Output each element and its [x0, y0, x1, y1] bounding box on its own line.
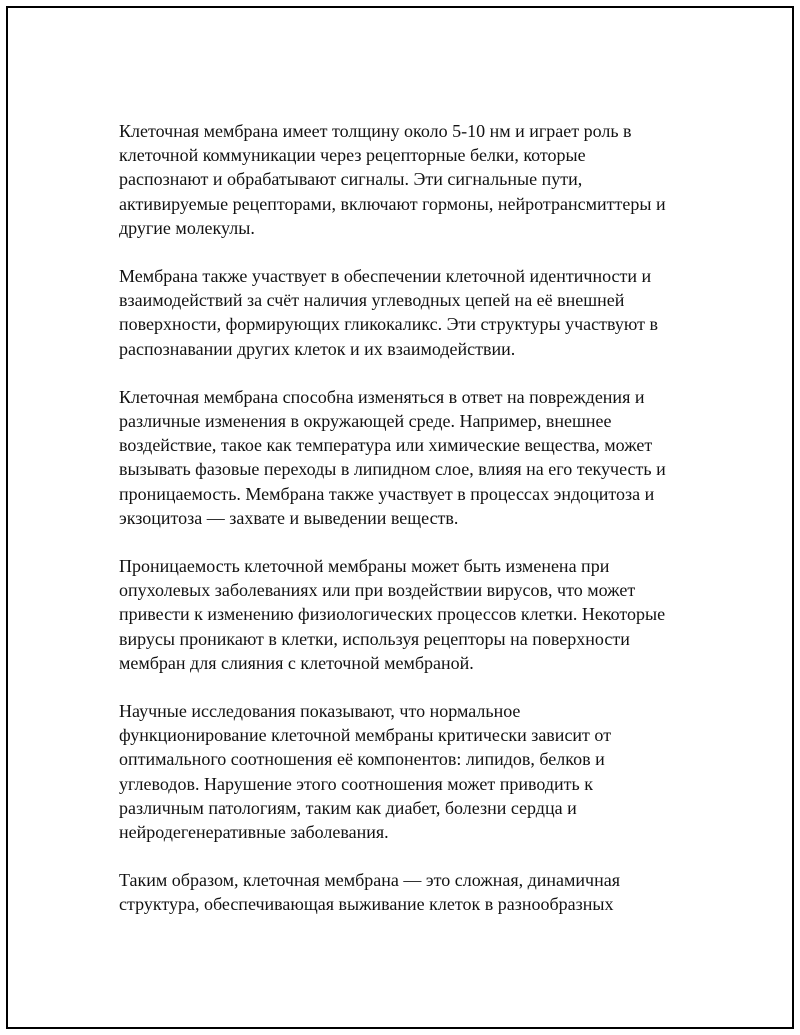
- text-line: мембран для слияния с клеточной мембраной.: [119, 652, 474, 673]
- text-line: Таким образом, клеточная мембрана — это сложная, динамичная: [119, 870, 620, 891]
- page-frame: [6, 6, 794, 1029]
- text-line: функционирование клеточной мембраны критически зависит от: [119, 725, 612, 746]
- text-line: вирусы проникают в клетки, используя рецепторы на поверхности: [119, 628, 630, 649]
- text-line: Научные исследования показывают, что нормальное: [119, 701, 521, 722]
- text-line: распознают и обрабатывают сигналы. Эти сигнальные пути,: [119, 169, 583, 190]
- text-line: различным патологиям, таким как диабет, болезни сердца и: [119, 797, 577, 818]
- text-line: взаимодействий за счёт наличия углеводных цепей на её внешней: [119, 290, 625, 311]
- text-line: нейродегенеративные заболевания.: [119, 822, 389, 843]
- paragraph-5: [119, 699, 699, 844]
- text-line: Проницаемость клеточной мембраны может быть изменена при: [119, 556, 610, 577]
- text-line: экзоцитоза — захвате и выведении веществ.: [119, 507, 459, 528]
- text-line: вызывать фазовые переходы в липидном слое, влияя на его текучесть и: [119, 459, 666, 480]
- text-line: проницаемость. Мембрана также участвует в процессах эндоцитоза и: [119, 483, 655, 504]
- text-line: Мембрана также участвует в обеспечении клеточной идентичности и: [119, 266, 652, 287]
- paragraph-1: [119, 119, 699, 240]
- text-line: Клеточная мембрана имеет толщину около 5-10 нм и играет роль в: [119, 121, 632, 141]
- text-line: оптимального соотношения её компонентов: липидов, белков и: [119, 749, 605, 770]
- document-body: [119, 119, 699, 941]
- text-line: распознавании других клеток и их взаимодействии.: [119, 338, 516, 359]
- text-line: структура, обеспечивающая выживание клеток в разнообразных: [119, 894, 614, 915]
- paragraph-4: [119, 554, 699, 675]
- text-line: воздействие, такое как температура или химические вещества, может: [119, 435, 653, 456]
- paragraph-3: [119, 385, 699, 530]
- text-line: другие молекулы.: [119, 217, 255, 238]
- text-line: поверхности, формирующих гликокаликс. Эти структуры участвуют в: [119, 314, 658, 335]
- paragraph-6: [119, 868, 699, 916]
- paragraph-2: [119, 264, 699, 361]
- text-line: клеточной коммуникации через рецепторные белки, которые: [119, 145, 586, 166]
- text-line: углеводов. Нарушение этого соотношения может приводить к: [119, 773, 593, 794]
- text-line: Клеточная мембрана способна изменяться в ответ на повреждения и: [119, 386, 645, 407]
- text-line: активируемые рецепторами, включают гормоны, нейротрансмиттеры и: [119, 193, 666, 214]
- text-line: различные изменения в окружающей среде. Например, внешнее: [119, 411, 612, 432]
- text-line: привести к изменению физиологических процессов клетки. Некоторые: [119, 604, 666, 625]
- text-line: опухолевых заболеваниях или при воздействии вирусов, что может: [119, 580, 636, 601]
